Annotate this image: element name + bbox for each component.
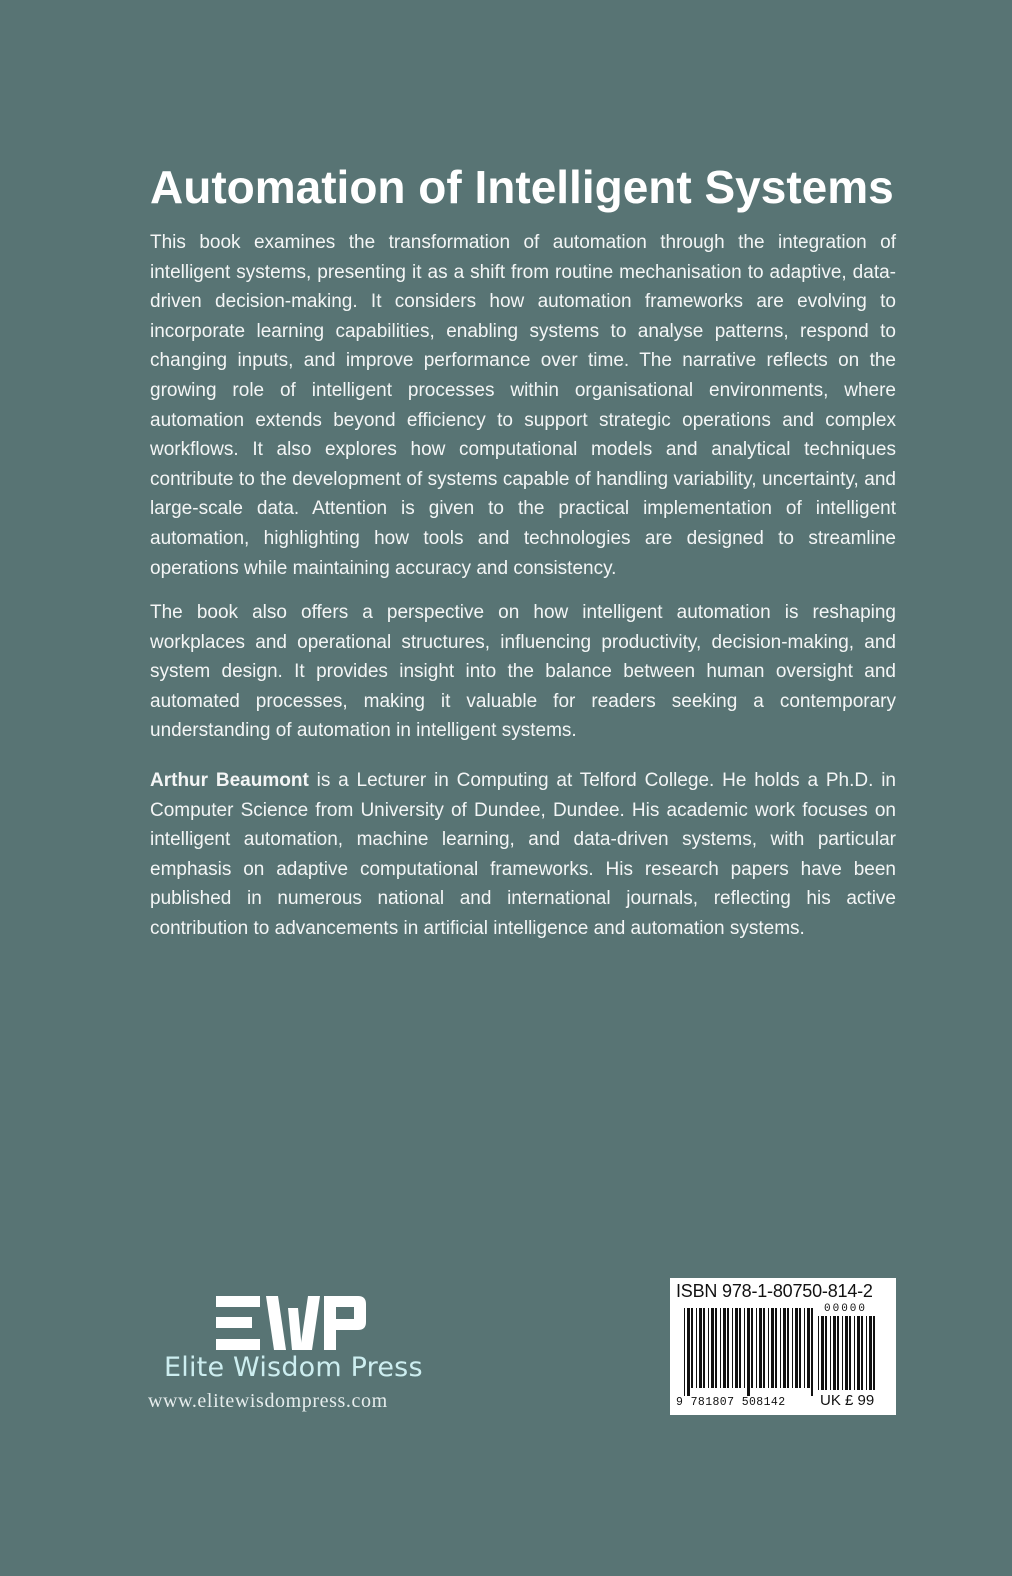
description-paragraph: This book examines the transformation of automation through the integration of intelligent systems, presenting it as a shift from routine mechanisation to adaptive, data-driven decision-making. It considers how automation frameworks are evolving to incorporate learning capabilities, enabling systems to analyse patterns, respond to changing inputs, and improve performance over time. The narrative reflects on the growing role of intelligent processes within organisational environments, where automation extends beyond efficiency to support strategic operations and complex workflows. It also explores how computational models and analytical techniques contribute to the development of systems capable of handling variability, uncertainty, and large-scale data. Attention is given to the practical implementation of intelligent automation, highlighting how tools and technologies are designed to streamline operations while maintaining accuracy and consistency. — [150, 232, 896, 579]
barcode-bar — [744, 1308, 745, 1388]
barcode-bar — [739, 1308, 741, 1388]
barcode-bar — [687, 1308, 690, 1396]
barcode-bar — [795, 1308, 798, 1388]
barcode-bar — [787, 1308, 789, 1388]
barcode-bar — [842, 1316, 843, 1390]
price-label: UK £ 99 — [820, 1392, 875, 1409]
barcode-bar — [825, 1316, 827, 1390]
publisher-name: Elite Wisdom Press — [164, 1352, 423, 1383]
barcode-bar — [837, 1316, 839, 1390]
description-paragraph: The book also offers a perspective on how intelligent automation is reshaping workplaces and operational structures, influencing productivity, decision-making, and system design. It provides insight into the balance between human oversight and automated processes, making it valuable for readers seeking a contemporary understanding of automation in intelligent systems. — [150, 602, 896, 742]
barcode-bar — [711, 1308, 714, 1388]
barcode-bar — [723, 1308, 726, 1388]
barcode-bar — [775, 1308, 777, 1388]
publisher-logo — [148, 1296, 438, 1426]
barcode-bar — [708, 1308, 709, 1388]
barcode-bar — [756, 1308, 757, 1388]
barcode-bar — [799, 1308, 801, 1388]
barcode-bar — [861, 1316, 863, 1390]
author-bio-paragraph — [150, 766, 896, 944]
publisher-url: www.elitewisdompress.com — [148, 1390, 388, 1412]
barcode-bar — [857, 1316, 860, 1390]
barcode-bar — [735, 1308, 738, 1388]
addon-barcode-bars — [818, 1316, 878, 1392]
barcode-bar — [869, 1316, 872, 1390]
barcode-bar — [691, 1308, 693, 1388]
barcode-bar — [873, 1316, 875, 1390]
barcode-bar — [720, 1308, 721, 1388]
author-bio-text: is a Lecturer in Computing at Telford College. He holds a Ph.D. in Computer Science from University of Dundee, Dundee. His academic work focuses on intelligent automation, machine learning, and data-driven systems, with particular emphasis on adaptive computational frameworks. His research papers have been published in numerous national and international journals, reflecting his active contribution to advancements in artificial intelligence and automation systems. — [150, 770, 896, 939]
barcode-bar — [792, 1308, 793, 1388]
barcode-bar — [727, 1308, 729, 1388]
barcode-bar — [759, 1308, 762, 1388]
author-name: Arthur Beaumont — [150, 770, 309, 791]
barcode-bar — [747, 1308, 750, 1396]
barcode-bar — [811, 1308, 813, 1396]
barcode-bar — [771, 1308, 774, 1388]
barcode-bar — [768, 1308, 769, 1388]
barcode-bar — [763, 1308, 765, 1388]
barcode-bar — [807, 1308, 810, 1388]
book-title: Automation of Intelligent Systems — [150, 161, 894, 213]
barcode-bar — [821, 1316, 824, 1390]
barcode-bar — [732, 1308, 733, 1388]
barcode-bar — [849, 1316, 851, 1390]
barcode-bar — [830, 1316, 831, 1390]
ean-digits: 9 781807 508142 — [676, 1396, 786, 1409]
barcode-bar — [818, 1316, 819, 1390]
barcode-bar — [699, 1308, 702, 1388]
barcode-bar — [845, 1316, 848, 1390]
barcode-bar — [833, 1316, 836, 1390]
barcode-bar — [780, 1308, 781, 1388]
barcode-bar — [804, 1308, 805, 1388]
barcode-bar — [854, 1316, 855, 1390]
barcode-bar — [684, 1308, 685, 1396]
barcode-bar — [751, 1308, 753, 1388]
barcode-addon-digits: 00000 — [824, 1303, 868, 1315]
isbn-label: ISBN 978-1-80750-814-2 — [676, 1281, 873, 1301]
ean-barcode-bars — [684, 1308, 814, 1396]
barcode-bar — [866, 1316, 867, 1390]
barcode-bar — [783, 1308, 786, 1388]
publisher-logo-mark — [216, 1296, 366, 1350]
isbn-barcode — [670, 1278, 896, 1415]
barcode-bar — [696, 1308, 697, 1388]
barcode-bar — [715, 1308, 717, 1388]
barcode-bar — [703, 1308, 705, 1388]
